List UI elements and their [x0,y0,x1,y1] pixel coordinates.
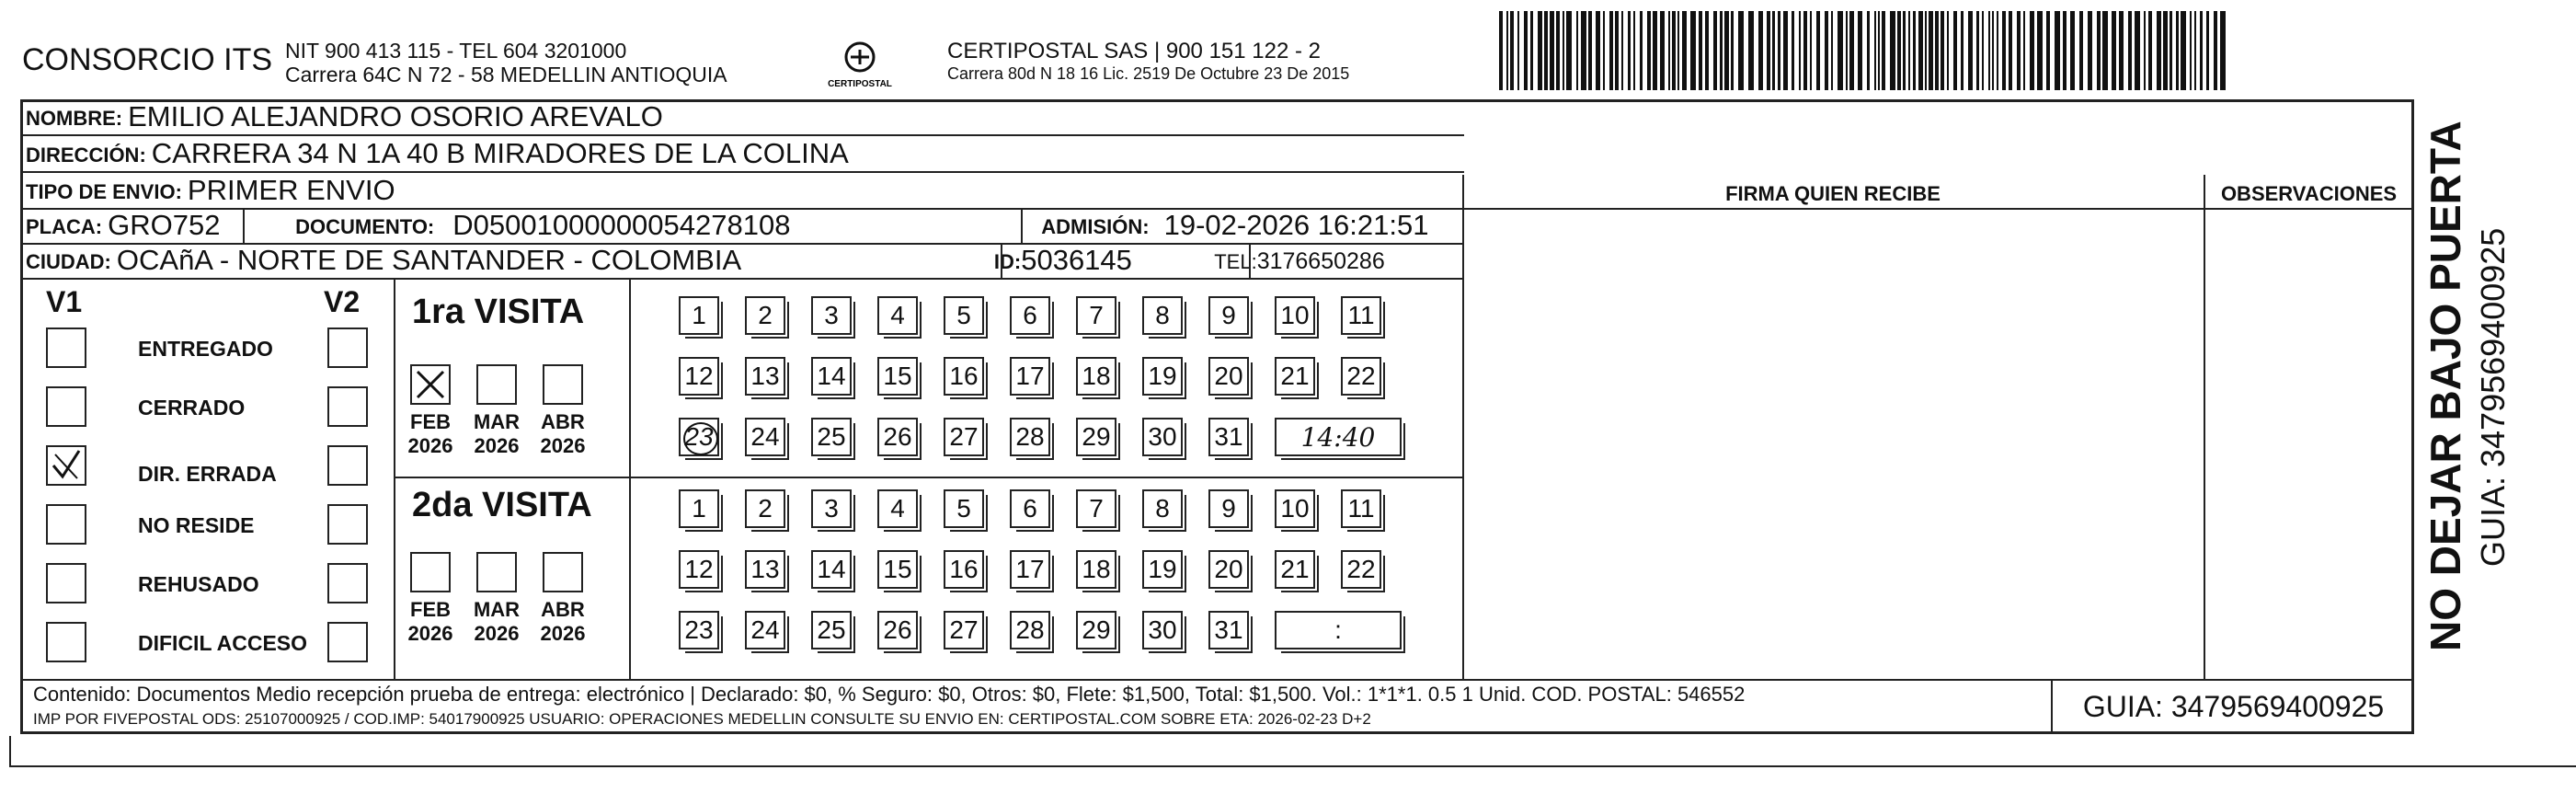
firma-header: FIRMA QUIEN RECIBE [1725,182,1941,205]
day-box[interactable]: 30 [1142,418,1183,456]
day-box[interactable]: 10 [1275,489,1315,528]
day-box[interactable]: 18 [1076,550,1116,589]
status-label: REHUSADO [138,572,259,596]
day-box[interactable]: 14 [811,550,852,589]
month-label: FEB 2026 [407,598,453,645]
status-label: NO RESIDE [138,513,255,537]
first-visit-month-box[interactable] [410,364,451,405]
row-ciudad [20,245,1464,280]
company-nit: NIT 900 413 115 - TEL 604 3201000 [285,39,627,63]
observaciones-header: OBSERVACIONES [2220,182,2398,205]
day-box[interactable]: 7 [1076,489,1116,528]
day-box[interactable]: 28 [1010,418,1050,456]
footer-print-info: IMP POR FIVEPOSTAL ODS: 25107000925 / COD.IMP: 54017900925 USUARIO: OPERACIONES MEDELLIN CONSULTE SU ENVIO EN: CERTIPOSTAL.COM SOBRE ETA: 2026-02-23 D+2 [33,710,1371,728]
day-box[interactable]: 31 [1208,611,1249,649]
direccion-value: CARRERA 34 N 1A 40 B MIRADORES DE LA COLINA [151,137,849,169]
certipostal-logo [819,37,901,96]
day-box[interactable]: 26 [877,418,918,456]
status-label: CERRADO [138,396,246,419]
day-box[interactable]: 23 [679,611,719,649]
day-box[interactable]: 13 [745,357,785,396]
day-box[interactable]: 8 [1142,296,1183,335]
month-label: FEB 2026 [407,410,453,457]
second-visit-title: 2da VISITA [412,486,592,524]
day-box[interactable]: 6 [1010,489,1050,528]
admision-label: ADMISIÓN: [1041,215,1150,238]
first-visit-title: 1ra VISITA [412,293,585,331]
tipo-label: TIPO DE ENVIO: [26,180,182,203]
placa-value: GRO752 [108,209,221,241]
first-visit-month-box[interactable] [476,364,517,405]
day-box[interactable]: 30 [1142,611,1183,649]
second-visit-month-box[interactable] [543,552,583,592]
day-box[interactable]: 18 [1076,357,1116,396]
day-box[interactable]: 16 [944,357,984,396]
day-box[interactable]: 25 [811,611,852,649]
day-box[interactable]: 20 [1208,357,1249,396]
day-box[interactable]: 17 [1010,550,1050,589]
day-box[interactable]: 24 [745,611,785,649]
id-value: 5036145 [1021,244,1132,276]
v1-checkbox[interactable] [46,386,86,427]
carrier-address: Carrera 80d N 18 16 Lic. 2519 De Octubre 23 De 2015 [947,64,1350,83]
day-box[interactable]: 19 [1142,550,1183,589]
id-label: ID: [993,250,1022,273]
company-name: CONSORCIO ITS [22,42,273,77]
day-box[interactable]: 20 [1208,550,1249,589]
v2-checkbox[interactable] [327,445,368,486]
day-box[interactable]: 10 [1275,296,1315,335]
admision-value: 19-02-2026 16:21:51 [1163,209,1429,241]
row-nombre [20,101,1464,136]
day-box[interactable]: 2 [745,296,785,335]
v1-checkbox[interactable] [46,563,86,603]
day-box[interactable]: 28 [1010,611,1050,649]
row-direccion [20,138,1464,173]
day-box[interactable]: 21 [1275,357,1315,396]
v2-checkbox[interactable] [327,504,368,545]
day-box[interactable]: 12 [679,550,719,589]
day-box[interactable]: 4 [877,296,918,335]
v2-checkbox[interactable] [327,622,368,662]
day-box[interactable]: 5 [944,489,984,528]
footer-content: Contenido: Documentos Medio recepción prueba de entrega: electrónico | Declarado: $0, % Seguro: $0, Otros: $0, Flete: $1,500, Total: $1,500. Vol.: 1*1*1. 0.5 1 Unid. COD. POSTAL: 546552 [33,683,1746,706]
day-box[interactable]: 15 [877,357,918,396]
carrier-name: CERTIPOSTAL SAS | 900 151 122 - 2 [947,39,1321,63]
row-tipo [20,175,1464,210]
placa-label: PLACA: [26,215,103,238]
row-placa [20,210,1464,245]
day-box[interactable]: 12 [679,357,719,396]
v2-checkbox[interactable] [327,328,368,368]
day-box[interactable]: 27 [944,418,984,456]
day-box[interactable]: 11 [1341,296,1381,335]
day-box[interactable]: 24 [745,418,785,456]
nombre-value: EMILIO ALEJANDRO OSORIO AREVALO [128,100,663,132]
day-box[interactable]: 5 [944,296,984,335]
day-box[interactable]: 1 [679,296,719,335]
day-box[interactable]: 6 [1010,296,1050,335]
day-box[interactable]: 3 [811,296,852,335]
day-box[interactable]: 13 [745,550,785,589]
tipo-value: PRIMER ENVIO [187,174,395,206]
day-box[interactable]: 14 [811,357,852,396]
ciudad-value: OCAñA - NORTE DE SANTANDER - COLOMBIA [116,244,742,276]
status-label: DIR. ERRADA [138,462,277,486]
company-address: Carrera 64C N 72 - 58 MEDELLIN ANTIOQUIA [285,63,727,86]
v2-checkbox[interactable] [327,386,368,427]
status-label: ENTREGADO [138,337,273,361]
day-box[interactable]: 29 [1076,611,1116,649]
first-visit-month-box[interactable] [543,364,583,405]
day-box[interactable]: 23 [679,418,719,456]
day-box[interactable]: 15 [877,550,918,589]
v1-checkbox[interactable] [46,622,86,662]
day-box[interactable]: 8 [1142,489,1183,528]
day-box[interactable]: 4 [877,489,918,528]
barcode [1499,11,2235,94]
day-box[interactable]: 26 [877,611,918,649]
v1-checkbox[interactable] [46,445,86,486]
day-box[interactable]: 22 [1341,357,1381,396]
company-info [285,39,727,86]
v2-checkbox[interactable] [327,563,368,603]
tel-value: 3176650286 [1256,248,1385,274]
month-label: ABR 2026 [540,598,586,645]
v1-checkbox[interactable] [46,504,86,545]
month-label: MAR 2026 [473,598,521,645]
second-visit-month-box[interactable] [410,552,451,592]
day-box[interactable]: 9 [1208,296,1249,335]
nombre-label: NOMBRE: [26,107,123,130]
first-visit-time[interactable]: 14:40 [1275,418,1402,456]
side-guia: GUIA: 3479569400925 [2474,227,2512,567]
month-label: ABR 2026 [540,410,586,457]
footer-guia: GUIA: 3479569400925 [2051,679,2414,734]
v2-label: V2 [324,285,361,318]
status-label: DIFICIL ACCESO [138,631,308,655]
second-visit-month-box[interactable] [476,552,517,592]
v1-label: V1 [46,285,83,318]
documento-label: DOCUMENTO: [295,215,435,238]
side-warning: NO DEJAR BAJO PUERTA [2421,121,2469,651]
day-box[interactable]: 7 [1076,296,1116,335]
day-box[interactable]: 3 [811,489,852,528]
carrier-info [947,39,1349,84]
firma-area[interactable] [1466,212,2202,677]
day-box[interactable]: 19 [1142,357,1183,396]
day-box[interactable]: 2 [745,489,785,528]
day-box[interactable]: 11 [1341,489,1381,528]
logo-text: CERTIPOSTAL [828,79,892,89]
month-label: MAR 2026 [473,410,521,457]
day-box[interactable]: 27 [944,611,984,649]
observaciones-area[interactable] [2207,212,2411,677]
day-box[interactable]: 25 [811,418,852,456]
day-box[interactable]: 31 [1208,418,1249,456]
second-visit-time[interactable]: : [1275,611,1402,649]
day-box[interactable]: 22 [1341,550,1381,589]
ciudad-label: CIUDAD: [26,250,111,273]
day-box[interactable]: 16 [944,550,984,589]
day-box[interactable]: 29 [1076,418,1116,456]
documento-value: D05001000000054278108 [452,209,791,241]
tel-label: TEL: [1214,250,1257,273]
day-box[interactable]: 1 [679,489,719,528]
day-box[interactable]: 21 [1275,550,1315,589]
day-box[interactable]: 9 [1208,489,1249,528]
day-box[interactable]: 17 [1010,357,1050,396]
direccion-label: DIRECCIÓN: [26,144,146,167]
v1-checkbox[interactable] [46,328,86,368]
